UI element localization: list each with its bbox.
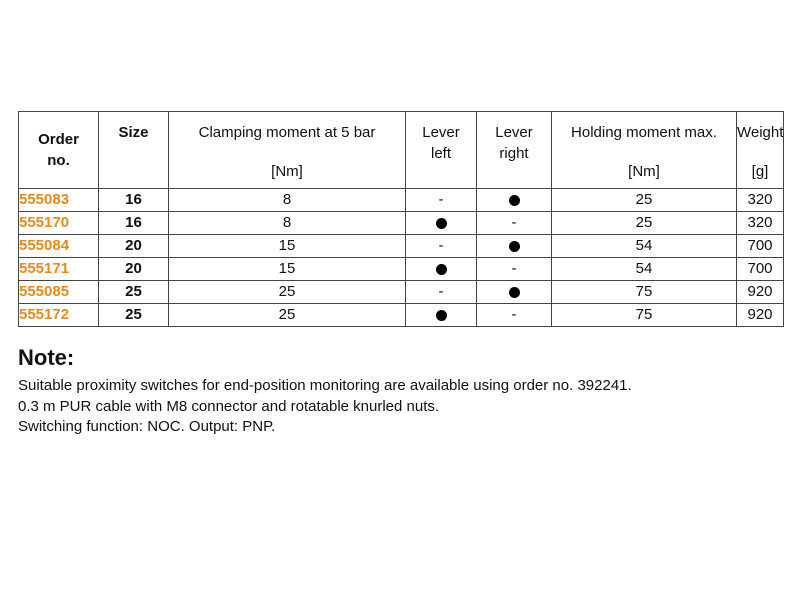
header-order-no [19,112,99,189]
lever-right-value [477,189,552,212]
order-number: 555084 [19,235,99,258]
weight-value: 700 [737,235,784,258]
header-size [99,112,169,189]
header-lever-right [477,112,552,189]
lever-right-value: - [477,258,552,281]
filled-dot-icon [436,310,447,321]
header-holding-unit: [Nm] [628,163,660,180]
weight-value: 320 [737,189,784,212]
clamping-moment-value: 8 [169,189,406,212]
order-number: 555171 [19,258,99,281]
holding-moment-value: 25 [552,212,737,235]
table-row [19,189,784,212]
lever-right-value: - [477,304,552,327]
table-body [19,189,784,327]
filled-dot-icon [509,241,520,252]
table-row [19,258,784,281]
weight-value: 920 [737,281,784,304]
filled-dot-icon [509,195,520,206]
note-title: Note: [18,345,75,370]
holding-moment-value: 75 [552,281,737,304]
lever-right-value [477,235,552,258]
order-number: 555170 [19,212,99,235]
header-lever-right-line1: Lever [495,124,533,141]
weight-value: 700 [737,258,784,281]
header-lever-left [406,112,477,189]
size-value: 16 [99,189,169,212]
note-line-2: 0.3 m PUR cable with M8 connector and rotatable knurled nuts. [18,397,440,415]
header-holding-moment [552,112,737,189]
clamping-moment-value: 8 [169,212,406,235]
product-spec-table [18,111,784,327]
holding-moment-value: 54 [552,235,737,258]
note-text [18,376,632,438]
header-lever-left-line1: Lever [422,124,460,141]
header-holding-label: Holding moment max. [571,124,717,141]
header-order-line2: no. [47,152,70,169]
filled-dot-icon [509,287,520,298]
note-line-3: Switching function: NOC. Output: PNP. [18,418,276,435]
table-row [19,304,784,327]
table-row [19,235,784,258]
header-weight [737,112,784,189]
filled-dot-icon [436,264,447,275]
lever-right-value [477,281,552,304]
note-line-1: Suitable proximity switches for end-position monitoring are available using order no. 392241. [18,377,632,394]
table-row [19,212,784,235]
size-value: 20 [99,235,169,258]
header-size-label: Size [118,124,149,141]
lever-right-value: - [477,212,552,235]
clamping-moment-value: 15 [169,235,406,258]
header-lever-right-line2: right [499,145,529,162]
weight-value: 920 [737,304,784,327]
header-clamping-unit: [Nm] [271,163,303,180]
size-value: 20 [99,258,169,281]
lever-left-value: - [406,189,477,212]
clamping-moment-value: 15 [169,258,406,281]
order-number: 555083 [19,189,99,212]
header-row [19,112,784,189]
header-clamping-label: Clamping moment at 5 bar [198,124,376,141]
holding-moment-value: 75 [552,304,737,327]
lever-left-value: - [406,235,477,258]
clamping-moment-value: 25 [169,281,406,304]
clamping-moment-value: 25 [169,304,406,327]
header-order-line1: Order [38,131,79,148]
holding-moment-value: 25 [552,189,737,212]
table-row [19,281,784,304]
lever-left-value [406,212,477,235]
header-weight-label: Weight [737,124,784,141]
lever-left-value [406,258,477,281]
header-weight-unit: [g] [751,163,769,180]
order-number: 555085 [19,281,99,304]
order-number: 555172 [19,304,99,327]
holding-moment-value: 54 [552,258,737,281]
size-value: 25 [99,281,169,304]
size-value: 25 [99,304,169,327]
lever-left-value [406,304,477,327]
header-clamping-moment [169,112,406,189]
filled-dot-icon [436,218,447,229]
weight-value: 320 [737,212,784,235]
lever-left-value: - [406,281,477,304]
size-value: 16 [99,212,169,235]
header-lever-left-line2: left [430,145,451,162]
